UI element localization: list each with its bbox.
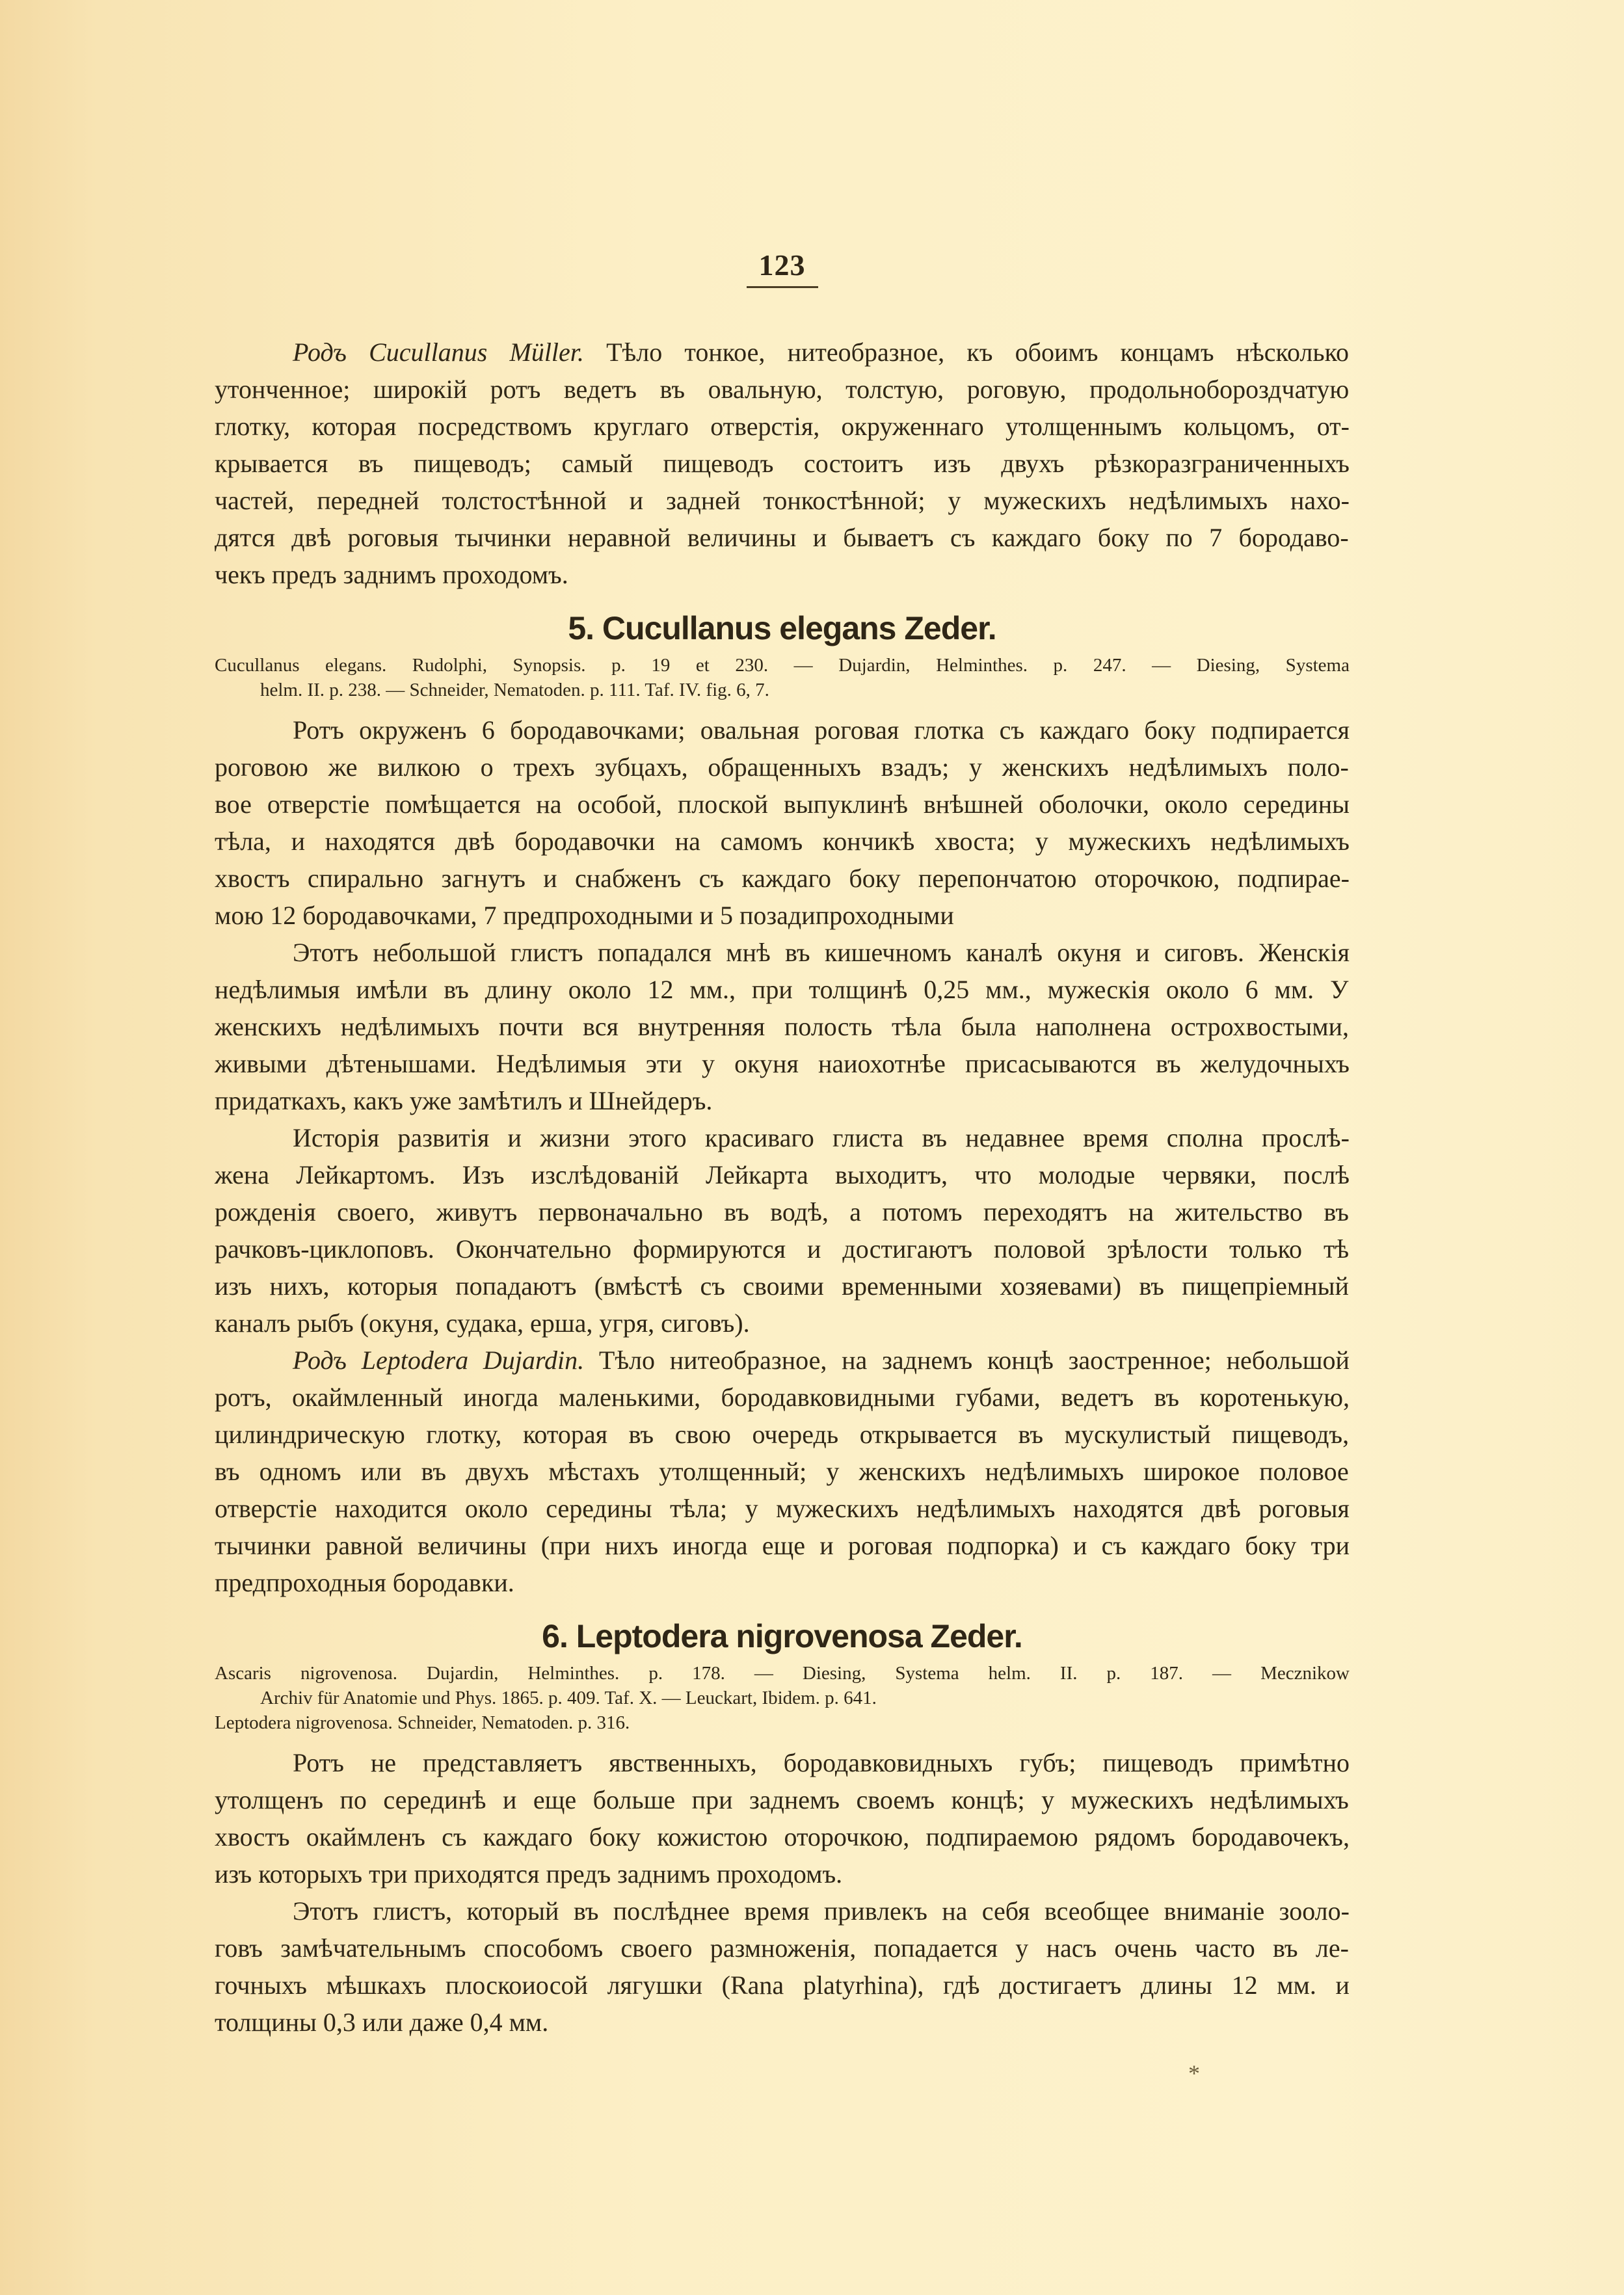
text-line: гочныхъ мѣшкахъ плоскоиосой лягушки (Rana platyrhina), гдѣ достигаетъ длины 12 мм. и — [215, 1970, 1350, 2000]
species5-paragraph-2 — [215, 934, 1350, 1119]
text-line: частей, передней толстостѣнной и задней тонкостѣнной; у мужескихъ недѣлимыхъ нахо- — [215, 486, 1350, 515]
text-line: роговою же вилкою о трехъ зубцахъ, обращенныхъ взадъ; у женскихъ недѣлимыхъ поло- — [215, 752, 1349, 782]
text-line: ротъ, окаймленный иногда маленькими, бородавковидными губами, ведетъ въ коротенькую, — [215, 1383, 1350, 1412]
text-line: глотку, которая посредствомъ круглаго отверстія, окруженнаго утолщеннымъ кольцомъ, от- — [215, 412, 1350, 441]
text-line: мою 12 бородавочками, 7 предпроходными и 5 позадипроходными — [215, 901, 954, 930]
text-line: Исторія развитія и жизни этого красиваго глиста въ недавнее время сполна прослѣ- — [293, 1123, 1350, 1152]
page-number-rule — [747, 286, 818, 288]
text-line-rest: Тѣло нитеобразное, на заднемъ концѣ заостренное; небольшой — [584, 1346, 1350, 1375]
reference-line: Archiv für Anatomie und Phys. 1865. p. 409. Taf. X. — Leuckart, Ibidem. p. 641. — [260, 1688, 877, 1708]
text-line: придаткахъ, какъ уже замѣтилъ и Шнейдеръ. — [215, 1086, 713, 1115]
text-line: въ одномъ или въ двухъ мѣстахъ утолщенный; у женскихъ недѣлимыхъ широкое половое — [215, 1457, 1349, 1486]
text-line: хвостъ окаймленъ съ каждаго боку кожистою оторочкою, подпираемою рядомъ бородавочекъ, — [215, 1822, 1350, 1851]
text-line: утонченное; широкій ротъ ведетъ въ овальную, толстую, роговую, продольнобороздчатую — [215, 375, 1350, 404]
text-line: толщины 0,3 или даже 0,4 мм. — [215, 2008, 549, 2037]
text-line: крывается въ пищеводъ; самый пищеводъ состоитъ изъ двухъ рѣзкоразграниченныхъ — [215, 449, 1350, 478]
text-line-rest: Тѣло тонкое, нитеобразное, къ обоимъ концамъ нѣсколько — [583, 338, 1350, 367]
text-line: изъ которыхъ три приходятся предъ заднимъ проходомъ. — [215, 1859, 843, 1889]
species-references — [215, 653, 1350, 702]
text-line: каналъ рыбъ (окуня, судака, ерша, угря, сиговъ). — [215, 1308, 750, 1338]
footer-asterisk: * — [1188, 2060, 1200, 2086]
text-line: вое отверстіе помѣщается на особой, плоской выпуклинѣ внѣшней оболочки, около середины — [215, 789, 1350, 819]
text-line: тычинки равной величины (при нихъ иногда еще и роговая подпорка) и съ каждаго боку три — [215, 1531, 1350, 1560]
text-line: тѣла, и находятся двѣ бородавочки на самомъ кончикѣ хвоста; у мужескихъ недѣлимыхъ — [215, 827, 1350, 856]
text-line: живыми дѣтенышами. Недѣлимыя эти у окуня наиохотнѣе присасываются въ желудочныхъ — [215, 1049, 1350, 1078]
species6-paragraph-2 — [215, 1892, 1350, 2041]
text-line: Этотъ глистъ, который въ послѣднее время привлекъ на себя всеобщее вниманіе зооло- — [293, 1896, 1350, 1926]
genus-lead: Родъ Cucullanus Müller. — [293, 338, 584, 367]
text-line — [215, 1342, 1350, 1379]
text-line: Ротъ окруженъ 6 бородавочками; овальная роговая глотка съ каждаго боку подпирается — [293, 715, 1350, 745]
text-line: утолщенъ по серединѣ и еще больше при заднемъ своемъ концѣ; у мужескихъ недѣлимыхъ — [215, 1785, 1349, 1814]
text-line: изъ нихъ, которыя попадаютъ (вмѣстѣ съ своими временными хозяевами) въ пищепріемный — [215, 1271, 1349, 1301]
text-line: Этотъ небольшой глистъ попадался мнѣ въ кишечномъ каналѣ окуня и сиговъ. Женскія — [293, 938, 1350, 967]
species-heading: 5. Cucullanus elegans Zeder. — [568, 610, 996, 646]
text-line: рожденія своего, живутъ первоначально въ водѣ, а потомъ переходятъ на жительство въ — [215, 1197, 1349, 1227]
text-line: говъ замѣчательнымъ способомъ своего размноженія, попадается у насъ очень часто въ ле- — [215, 1933, 1349, 1963]
text-line: недѣлимыя имѣли въ длину около 12 мм., при толщинѣ 0,25 мм., мужескія около 6 мм. У — [215, 975, 1349, 1004]
genus-lead: Родъ Leptodera Dujardin. — [293, 1346, 585, 1375]
genus-leptodera-description — [215, 1342, 1350, 1601]
text-line: рачковъ-циклоповъ. Окончательно формируются и достигаютъ половой зрѣлости только тѣ — [215, 1234, 1350, 1264]
text-line: отверстіе находится около середины тѣла; у мужескихъ недѣлимыхъ находятся двѣ роговыя — [215, 1494, 1350, 1523]
text-line: жена Лейкартомъ. Изъ изслѣдованій Лейкарта выходитъ, что молодые червяки, послѣ — [215, 1160, 1350, 1189]
book-page — [215, 0, 1350, 2164]
text-line: женскихъ недѣлимыхъ почти вся внутренняя полость тѣла была наполнена острохвостыми, — [215, 1012, 1350, 1041]
species-references — [215, 1661, 1350, 1735]
text-line: Ротъ не представляетъ явственныхъ, бородавковидныхъ губъ; пищеводъ примѣтно — [293, 1748, 1350, 1777]
text-line: цилиндрическую глотку, которая въ свою очередь открывается въ мускулистый пищеводъ, — [215, 1420, 1350, 1449]
reference-line: helm. II. p. 238. — Schneider, Nematoden. p. 111. Taf. IV. fig. 6, 7. — [260, 680, 769, 700]
species5-paragraph-1 — [215, 711, 1350, 934]
genus-cucullanus-description — [215, 334, 1350, 593]
reference-line: Leptodera nigrovenosa. Schneider, Nematoden. p. 316. — [215, 1712, 630, 1733]
text-line: дятся двѣ роговыя тычинки неравной величины и бываетъ съ каждаго боку по 7 бородаво- — [215, 523, 1349, 552]
species5-paragraph-3 — [215, 1119, 1350, 1342]
text-line — [215, 334, 1350, 371]
text-line: чекъ предъ заднимъ проходомъ. — [215, 560, 568, 589]
page-number: 123 — [758, 248, 806, 282]
text-line: предпроходныя бородавки. — [215, 1568, 514, 1597]
species6-paragraph-1 — [215, 1744, 1350, 1892]
reference-line: Cucullanus elegans. Rudolphi, Synopsis. p. 19 et 230. — Dujardin, Helminthes. p. 247. — Diesing, Systema — [215, 655, 1350, 676]
text-line: хвостъ спирально загнутъ и снабженъ съ каждаго боку перепончатою оторочкою, подпирае- — [215, 864, 1350, 893]
reference-line: Ascaris nigrovenosa. Dujardin, Helminthes. p. 178. — Diesing, Systema helm. II. p. 187. — Mecznikow — [215, 1663, 1350, 1684]
species-heading: 6. Leptodera nigrovenosa Zeder. — [542, 1618, 1022, 1654]
